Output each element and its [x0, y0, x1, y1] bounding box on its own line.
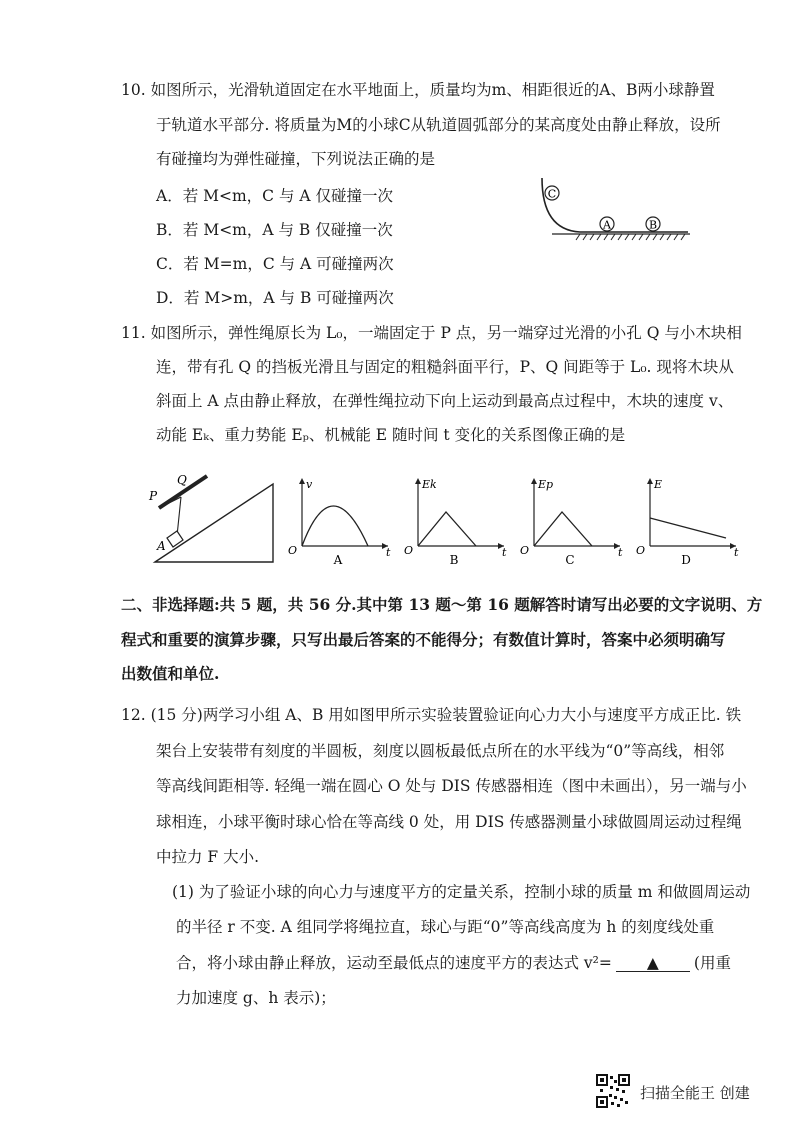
ball-a-label: A [603, 218, 611, 232]
q10-option-d: D．若 M>m，A 与 B 可碰撞两次 [156, 289, 394, 307]
graph-a-caption: A [333, 553, 343, 567]
q11-graph-a [282, 474, 394, 570]
graph-d-xlabel: t [734, 546, 739, 559]
qr-code-icon [596, 1074, 630, 1108]
label-a: A [157, 539, 166, 553]
graph-c-xlabel: t [618, 546, 623, 559]
q10-line-2: 于轨道水平部分. 将质量为M的小球C从轨道圆弧部分的某高度处由静止释放，设所 [156, 116, 721, 134]
q10-option-b: B．若 M<m，A 与 B 仅碰撞一次 [156, 221, 393, 239]
scanner-watermark [596, 1074, 776, 1114]
q12-line-4: 球相连，小球平衡时球心恰在等高线 0 处，用 DIS 传感器测量小球做圆周运动过程绳 [156, 813, 742, 831]
q12-part1-line-2: 的半径 r 不变. A 组同学将绳拉直，球心与距“0”等高线高度为 h 的刻度线处重 [176, 918, 715, 936]
q12-line-2: 架台上安装带有刻度的半圆板，刻度以圆板最低点所在的水平线为“0”等高线，相邻 [156, 742, 725, 760]
q11-line-2: 连，带有孔 Q 的挡板光滑且与固定的粗糙斜面平行，P、Q 间距等于 L₀. 现将木块从 [156, 358, 734, 376]
graph-c-origin: O [520, 544, 530, 557]
ball-b-label: B [648, 218, 658, 232]
q12-part1-line-3 [176, 951, 731, 973]
q12-part1-line-3-suffix: (用重 [693, 954, 731, 972]
graph-c-ylabel: Ep [538, 478, 554, 491]
blank-triangle-mark: ▲ [646, 954, 659, 972]
scanner-watermark-text: 扫描全能王 创建 [640, 1084, 750, 1102]
q11-line-3: 斜面上 A 点由静止释放，在弹性绳拉动下向上运动到最高点过程中，木块的速度 v、 [156, 392, 734, 410]
graph-a-xlabel: t [386, 546, 391, 559]
q11-graph-c [514, 474, 626, 570]
q12-part1-line-1: (1) 为了验证小球的向心力与速度平方的定量关系，控制小球的质量 m 和做圆周运动 [172, 883, 751, 901]
label-q: Q [177, 473, 187, 487]
section-2-line-2: 程式和重要的演算步骤，只写出最后答案的不能得分；有数值计算时，答案中必须明确写 [121, 630, 726, 649]
q12-part1-line-3-prefix: 合，将小球由静止释放，运动至最低点的速度平方的表达式 v²= [176, 954, 612, 972]
section-2-line-1: 二、非选择题:共 5 题，共 56 分.其中第 13 题～第 16 题解答时请写出必要的文字说明、方 [121, 595, 763, 614]
label-p: P [149, 489, 158, 503]
q12-line-5: 中拉力 F 大小. [156, 848, 260, 866]
graph-b-caption: B [449, 553, 459, 567]
q10-option-a: A．若 M<m，C 与 A 仅碰撞一次 [156, 187, 394, 205]
q11-graph-d [630, 474, 742, 570]
q11-line-4: 动能 Eₖ、重力势能 Eₚ、机械能 E 随时间 t 变化的关系图像正确的是 [156, 426, 626, 444]
graph-c-caption: C [565, 553, 575, 567]
q10-option-c: C．若 M=m，C 与 A 可碰撞两次 [156, 255, 394, 273]
graph-d-origin: O [636, 544, 646, 557]
graph-b-origin: O [404, 544, 414, 557]
q10-line-1: 10. 如图所示，光滑轨道固定在水平地面上，质量均为m、相距很近的A、B两小球静置 [121, 81, 715, 99]
q12-line-1: 12. (15 分)两学习小组 A、B 用如图甲所示实验装置验证向心力大小与速度平方成正比. 铁 [121, 706, 742, 724]
graph-d-ylabel: E [654, 478, 663, 491]
section-2-line-3: 出数值和单位. [121, 664, 220, 683]
answer-blank[interactable] [616, 955, 690, 972]
q12-part1-line-4: 力加速度 g、h 表示)； [176, 989, 336, 1007]
ball-c-label: C [547, 187, 557, 201]
q10-track-figure [532, 172, 698, 244]
q11-incline-figure [145, 470, 280, 566]
q12-line-3: 等高线间距相等. 轻绳一端在圆心 O 处与 DIS 传感器相连（图中未画出），另一端与小 [156, 777, 747, 795]
q11-line-1: 11. 如图所示，弹性绳原长为 L₀，一端固定于 P 点，另一端穿过光滑的小孔 Q 与小木块相 [121, 324, 742, 342]
graph-b-ylabel: Ek [422, 478, 437, 491]
graph-b-xlabel: t [502, 546, 507, 559]
graph-d-caption: D [681, 553, 691, 567]
q11-graph-b [398, 474, 510, 570]
graph-a-origin: O [288, 544, 298, 557]
graph-a-ylabel: v [306, 478, 313, 491]
q10-line-3: 有碰撞均为弹性碰撞，下列说法正确的是 [156, 150, 436, 168]
